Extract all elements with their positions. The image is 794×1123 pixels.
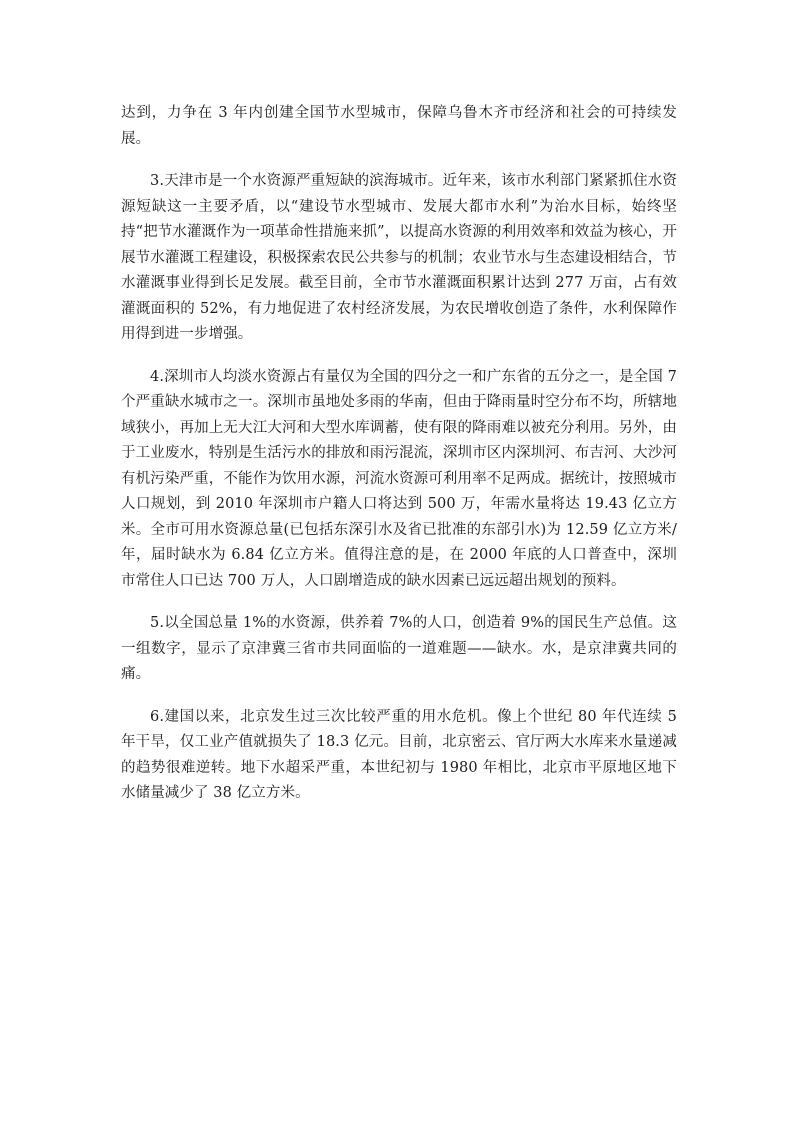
paragraph-shenzhen: 4.深圳市人均淡水资源占有量仅为全国的四分之一和广东省的五分之一，是全国 7 个严重缺水城市之一。深圳市虽地处多雨的华南，但由于降雨量时空分布不均，所辖地域狭小，再加上无大江大河和大型水库调蓄，使有限的降雨难以被充分利用。另外，由于工业废水，特别是生活污水的排放和雨污混流，深圳市区内深圳河、布吉河、大沙河有机污染严重，不能作为饮用水源，河流水资源可利用率不足两成。据统计，按照城市人口规划，到 2010 年深圳市户籍人口将达到 500 万，年需水量将达 19.43 亿立方米。全市可用水资源总量(已包括东深引水及省已批准的东部引水)为 12.59 亿立方米/年，届时缺水为 6.84 亿立方米。值得注意的是，在 2000 年底的人口普查中，深圳市常住人口已达 700 万人，人口剧增造成的缺水因素已远远超出规划的预料。 — [121, 368, 677, 589]
paragraph-jingjinji: 5.以全国总量 1%的水资源，供养着 7%的人口，创造着 9%的国民生产总值。这一组数字，显示了京津冀三省市共同面临的一道难题——缺水。水，是京津冀共同的痛。 — [121, 615, 677, 682]
document-body — [121, 101, 677, 824]
paragraph-beijing: 6.建国以来，北京发生过三次比较严重的用水危机。像上个世纪 80 年代连续 5 年干旱，仅工业产值就损失了 18.3 亿元。目前，北京密云、官厅两大水库来水量递减的趋势很难逆转。地下水超采严重，本世纪初与 1980 年相比，北京市平原地区地下水储量减少了 38 亿立方米。 — [121, 708, 677, 801]
paragraph-tianjin: 3.天津市是一个水资源严重短缺的滨海城市。近年来，该市水利部门紧紧抓住水资源短缺这一主要矛盾，以“建设节水型城市、发展大都市水利”为治水目标，始终坚持“把节水灌溉作为一项革命性措施来抓”，以提高水资源的利用效率和效益为核心，开展节水灌溉工程建设，积极探索农民公共参与的机制；农业节水与生态建设相结合，节水灌溉事业得到长足发展。截至目前，全市节水灌溉面积累计达到 277 万亩，占有效灌溉面积的 52%，有力地促进了农村经济发展，为农民增收创造了条件，水利保障作用得到进一步增强。 — [121, 173, 677, 342]
paragraph-continued: 达到，力争在 3 年内创建全国节水型城市，保障乌鲁木齐市经济和社会的可持续发展。 — [121, 105, 677, 147]
